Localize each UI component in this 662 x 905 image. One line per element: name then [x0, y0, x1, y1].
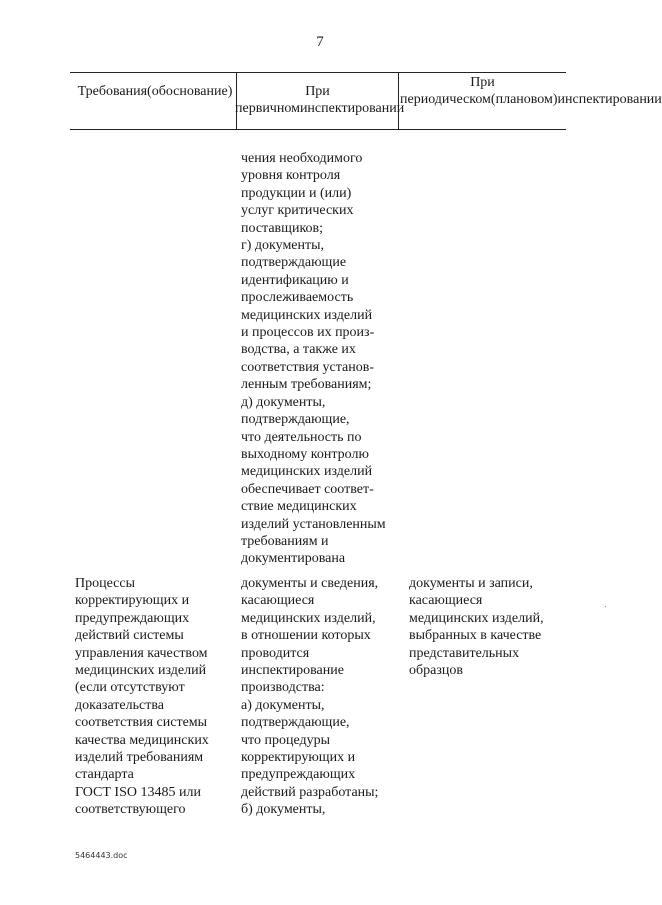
text-line: Процессы [75, 576, 135, 591]
text-line: доказательства [75, 697, 164, 713]
cell-processes-initial [241, 575, 378, 819]
text-line: соответствия системы [75, 715, 208, 731]
header-requirements [75, 83, 235, 100]
text-line: документирована [241, 551, 346, 567]
text-line: (плановом) [490, 92, 558, 107]
text-line: представительных [409, 645, 520, 661]
text-line: б) документы, [241, 802, 326, 818]
text-line: а) документы, [241, 697, 325, 713]
text-line: выходному контролю [241, 446, 369, 462]
text-line: При первичном [235, 84, 330, 116]
text-line: При периодическом [400, 75, 495, 107]
text-line: требованиям и [241, 533, 329, 549]
scan-speck [605, 606, 606, 607]
cell-continued-initial [241, 150, 386, 568]
text-line: предупреждающих [75, 610, 190, 626]
text-line: обеспечивает соответ- [241, 481, 374, 497]
text-line: услуг критических [241, 203, 354, 219]
text-line: корректирующих и [241, 750, 356, 766]
text-line: проводится [241, 645, 310, 661]
text-line: (если отсутствуют [75, 680, 185, 696]
text-line: Требования [77, 84, 148, 99]
text-line: изделий требованиям [75, 750, 204, 766]
cell-processes-periodic [409, 575, 544, 679]
text-line: инспектирование [241, 663, 344, 679]
cell-processes-requirement [75, 575, 209, 819]
text-line: соответствующего [75, 802, 186, 818]
text-line: в отношении которых [241, 628, 371, 644]
text-line: прослеживаемость [241, 290, 354, 306]
text-line: г) документы, [241, 238, 325, 254]
text-line: уровня контроля [241, 168, 341, 184]
text-line: водства, а также их [241, 342, 356, 358]
text-line: медицинских изделий [241, 464, 373, 480]
text-line: предупреждающих [241, 767, 356, 783]
text-line: продукции и (или) [241, 185, 352, 201]
text-line: соответствия установ- [241, 359, 375, 375]
text-line: документы и сведения, [241, 576, 379, 591]
text-line: ленным требованиям; [241, 377, 372, 393]
text-line: медицинских изделий [241, 307, 373, 323]
text-line: медицинских изделий [75, 663, 207, 679]
text-line: инспектировании [299, 101, 405, 116]
text-line: ГОСТ ISO 13485 или [75, 784, 201, 800]
text-line: документы и записи, [409, 576, 533, 591]
header-initial-inspection [235, 83, 405, 117]
text-line: чения необходимого [241, 151, 363, 166]
text-line: изделий установленным [241, 516, 386, 532]
text-line: производства: [241, 680, 325, 696]
text-line: касающиеся [409, 593, 483, 609]
page-number: 7 [316, 34, 324, 50]
text-line: действий разработаны; [241, 784, 379, 800]
text-line: действий системы [75, 628, 184, 644]
table-header-rule [70, 129, 566, 130]
text-line: качества медицинских [75, 732, 209, 748]
text-line: медицинских изделий, [241, 610, 376, 626]
text-line: (обоснование) [147, 84, 233, 99]
text-line: идентификацию и [241, 272, 349, 288]
text-line: что деятельность по [241, 429, 362, 445]
text-line: управления качеством [75, 645, 208, 661]
text-line: касающиеся [241, 593, 315, 609]
text-line: поставщиков; [241, 220, 324, 236]
text-line: выбранных в качестве [409, 628, 542, 644]
header-periodic-inspection [400, 74, 662, 108]
text-line: подтверждающие [241, 255, 347, 271]
text-line: образцов [409, 663, 463, 679]
text-line: корректирующих и [75, 593, 190, 609]
text-line: подтверждающие, [241, 715, 350, 731]
text-line: и процессов их произ- [241, 325, 375, 341]
text-line: д) документы, [241, 394, 326, 410]
table-top-rule [70, 72, 566, 73]
text-line: подтверждающие, [241, 412, 350, 428]
text-line: что процедуры [241, 732, 331, 748]
text-line: медицинских изделий, [409, 610, 544, 626]
text-line: стандарта [75, 767, 134, 783]
footer-doc-code: 5464443.doc [75, 851, 128, 860]
text-line: инспектировании [557, 92, 662, 107]
text-line: ствие медицинских [241, 499, 357, 515]
